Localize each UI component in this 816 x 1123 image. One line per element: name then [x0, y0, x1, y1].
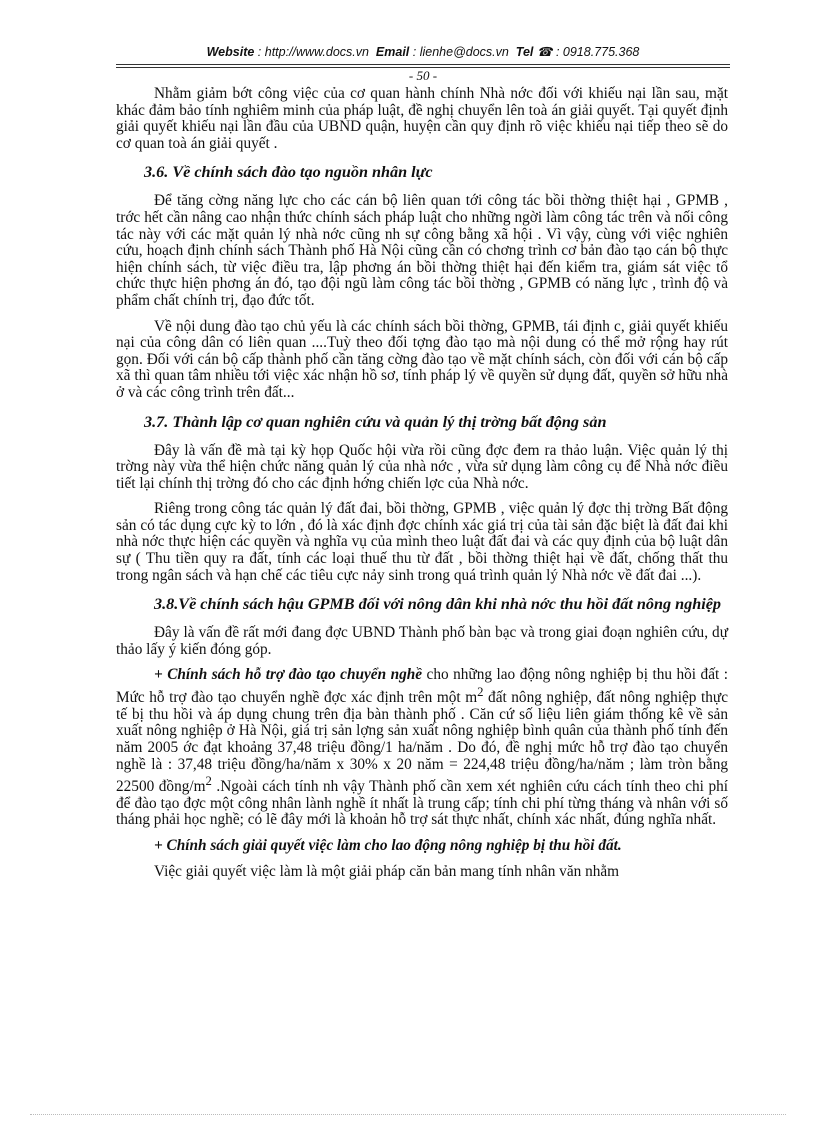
header-rule-top	[116, 64, 730, 65]
training-policy-lead: + Chính sách hỗ trợ đào tạo chuyển nghề	[154, 666, 423, 684]
website-url[interactable]: : http://www.docs.vn	[257, 45, 369, 59]
page-number: - 50 -	[408, 68, 438, 83]
superscript-2: 2	[205, 774, 212, 789]
heading-3-6: 3.6. Về chính sách đào tạo nguồn nhân lực	[144, 163, 433, 182]
heading-3-8: 3.8.Về chính sách hậu GPMB đối với nông dân khi nhà nớc thu hồi đất nông nghiệp	[154, 595, 722, 614]
page-header	[116, 44, 730, 59]
paragraph-7	[116, 667, 728, 829]
tel-value: : 0918.775.368	[555, 45, 640, 59]
paragraph-4: Đây là vấn đề mà tại kỳ họp Quốc hội vừa rồi cũng đợc đem ra thảo luận. Việc quản lý thị trờng này vừa thể hiện chức năng quản lý của nhà nớc , vừa sử dụng làm công cụ để Nhà nớc điều tiết lại chính thị trờng đó cho các định hớng chiến lợc của Nhà nớc.	[116, 441, 728, 492]
website-label: Website	[206, 45, 255, 59]
footer-dotted-line	[30, 1114, 786, 1115]
phone-icon: ☎	[536, 45, 553, 59]
paragraph-9: Việc giải quyết việc làm là một giải pháp căn bản mang tính nhân văn nhằm	[154, 862, 620, 880]
paragraph-1: Nhằm giảm bớt công việc của cơ quan hành chính Nhà nớc đối với khiếu nại lần sau, mặt khác đảm bảo tính nghiêm minh của pháp luật, đề nghị chuyển lên toà án giải quyết. Tại quyết định giải quyết khiếu nại lần đầu của UBND quận, huyện cần quy định rõ việc khiếu nại tiếp theo sẽ do cơ quan toà án giải quyết .	[116, 85, 728, 152]
paragraph-7-part-c: .Ngoài cách tính nh vậy Thành phố cần xem xét nghiên cứu cách tính theo chi phí để đào tạo đợc một công nhân lành nghề ít nhất là trung cấp; tính chi phí từng tháng và nhân với số tháng phải học nghề; có lẽ đây mới là khoản hỗ trợ sát thực nhất, chính xác nhất, đúng nghĩa nhất.	[116, 778, 728, 829]
document-body	[116, 86, 728, 889]
email-value[interactable]: : lienhe@docs.vn	[412, 45, 509, 59]
email-label: Email	[375, 45, 410, 59]
heading-3-7: 3.7. Thành lập cơ quan nghiên cứu và quản lý thị trờng bất động sản	[144, 412, 607, 431]
employment-policy-heading: + Chính sách giải quyết việc làm cho lao động nông nghiệp bị thu hồi đất.	[154, 836, 622, 854]
superscript-1: 2	[477, 685, 484, 700]
paragraph-7-part-b: đất nông nghiệp, đất nông nghiệp thực tế bị thu hồi và áp dụng chung trên địa bàn thành phố . Căn cứ số liệu liên giám thống kê về sản xuất nông nghiệp ở Hà Nội, giá trị sản lợng sản xuất nông nghiệp bình quân của thành phố tính đến năm 2005 ớc đạt khoảng 37,48 triệu đồng/1 ha/năm . Do đó, đề nghị mức hỗ trợ đào tạo chuyển nghề là : 37,48 triệu đồng/ha/năm x 30% x 20 năm = 224,48 triệu đồng/ha/năm ; làm tròn bằng 22500 đồng/m	[116, 689, 728, 796]
paragraph-5: Riêng trong công tác quản lý đất đai, bồi thờng, GPMB , việc quản lý đợc thị trờng Bất động sản có tác dụng cực kỳ to lớn , đó là xác định đợc chính xác giá trị của tài sản đặc biệt là đất đai khi nhà nớc thực hiện các quyền và nghĩa vụ của mình theo luật đất đai và các quy định của bộ luật dân sự ( Thu tiền quy ra đất, tính các loại thuế thu từ đất , bồi thờng thiệt hại về đất, chống thất thu trong ngân sách và hạn chế các tiêu cực nảy sinh trong quá trình quản lý Nhà nớc về đất đai ...).	[116, 500, 728, 584]
paragraph-2: Để tăng cờng năng lực cho các cán bộ liên quan tới công tác bồi thờng thiệt hại , GPMB , trớc hết cần nâng cao nhận thức chính sách pháp luật cho những ngời làm công tác trên và nối công tác này với các mặt quản lý nhà nớc cũng nh sự công bằng xã hội . Vì vậy, cùng với việc nghiên cứu, hoạch định chính sách Thành phố Hà Nội cũng cần có chơng trình cơ bản đào tạo cán bộ thực hiện chính sách, từ việc điều tra, lập phơng án bồi thờng thiệt hại đến kiểm tra, giám sát việc tổ chức thực hiện phơng án đó, tạo đội ngũ làm công tác bồi thờng , GPMB có năng lực , trình độ và phẩm chất chính trị, đạo đức tốt.	[116, 192, 728, 309]
paragraph-7-part-a: cho những lao động nông nghiệp bị thu hồi đất : Mức hỗ trợ đào tạo chuyển nghề đợc xác định trên một m	[116, 666, 728, 707]
paragraph-6: Đây là vấn đề rất mới đang đợc UBND Thành phố bàn bạc và trong giai đoạn nghiên cứu, dự thảo lấy ý kiến đóng góp.	[116, 624, 728, 658]
paragraph-3: Về nội dung đào tạo chủ yếu là các chính sách bồi thờng, GPMB, tái định c, giải quyết khiếu nại của công dân có liên quan ....Tuỳ theo đối tợng đào tạo mà nội dung có thể mở rộng hay rút gọn. Đối với cán bộ cấp thành phố cần tăng cờng đào tạo về mặt chính sách, còn đối với cán bộ cấp xã thì quan tâm nhiều tới việc xác nhận hồ sơ, tính pháp lý về quyền sử dụng đất, quyền sở hữu nhà ở và các công trình trên đất...	[116, 317, 728, 401]
tel-label: Tel	[515, 45, 534, 59]
